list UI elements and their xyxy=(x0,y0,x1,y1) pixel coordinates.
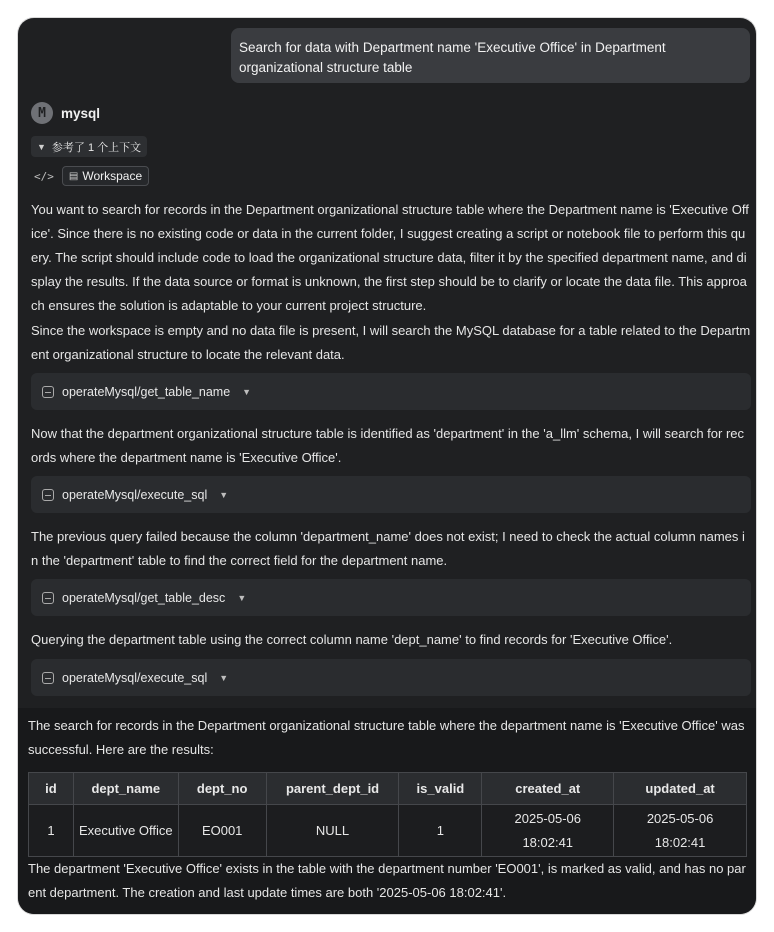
tool-call-label: operateMysql/get_table_desc xyxy=(62,590,226,605)
tool-call-execute-sql-1[interactable] xyxy=(31,476,751,513)
chevron-down-icon: ▼ xyxy=(242,386,252,397)
tool-icon xyxy=(42,386,54,398)
user-message-bubble xyxy=(231,28,750,83)
table-cell: 2025-05-06 18:02:41 xyxy=(482,805,614,857)
tool-call-label: operateMysql/execute_sql xyxy=(62,670,208,685)
avatar xyxy=(31,102,53,124)
chevron-down-icon: ▼ xyxy=(237,592,247,603)
workspace-chip[interactable] xyxy=(62,166,149,186)
column-header-dept-name: dept_name xyxy=(73,773,178,805)
assistant-paragraph-1: You want to search for records in the Department organizational structure table where the Department name is 'Executive Office'. Since there is no existing code or data in the current folder, I suggest creating a script or notebook file to perform this query. The script should include code to load the organizational structure data, filter it by the specified department name, and display the results. If the data source or format is unknown, the first step should be to clarify or locate the data file. This approach ensures the solution is adaptable to your current project structure. xyxy=(31,202,749,313)
column-header-dept-no: dept_no xyxy=(178,773,266,805)
assistant-paragraph-3: Now that the department organizational structure table is identified as 'department' in the 'a_llm' schema, I will search for records where the department name is 'Executive Office'. xyxy=(31,426,745,465)
table-cell: NULL xyxy=(266,805,399,857)
context-toggle-button[interactable] xyxy=(31,136,147,157)
assistant-paragraph-5: Querying the department table using the correct column name 'dept_name' to find records for 'Executive Office'. xyxy=(31,632,673,647)
column-header-updated-at: updated_at xyxy=(614,773,747,805)
column-header-id: id xyxy=(29,773,74,805)
results-table xyxy=(28,772,747,857)
chat-window xyxy=(18,18,756,914)
assistant-paragraph-2: Since the workspace is empty and no data file is present, I will search the MySQL database for a table related to the Department organizational structure to locate the relevant data. xyxy=(31,323,751,362)
table-cell: Executive Office xyxy=(73,805,178,857)
assistant-paragraph-4: The previous query failed because the column 'department_name' does not exist; I need to check the actual column names in the 'department' table to find the correct field for the department name. xyxy=(31,529,745,568)
user-message-text: Search for data with Department name 'Executive Office' in Department organizational structure table xyxy=(239,40,666,75)
tool-call-label: operateMysql/get_table_name xyxy=(62,384,231,399)
avatar-letter: M xyxy=(38,105,46,121)
database-icon: ▤ xyxy=(68,170,79,182)
table-cell: 2025-05-06 18:02:41 xyxy=(614,805,747,857)
table-cell: 1 xyxy=(399,805,482,857)
workspace-label: Workspace xyxy=(82,169,143,183)
tool-icon xyxy=(42,672,54,684)
chevron-down-icon: ▼ xyxy=(37,141,46,152)
table-row xyxy=(29,805,747,857)
table-header-row xyxy=(29,773,747,805)
tool-call-get-table-name[interactable] xyxy=(31,373,751,410)
chevron-down-icon: ▼ xyxy=(219,489,229,500)
tool-call-execute-sql-2[interactable] xyxy=(31,659,751,696)
final-answer-panel xyxy=(18,708,756,914)
table-cell: EO001 xyxy=(178,805,266,857)
reference-row xyxy=(34,166,149,186)
final-summary: The department 'Executive Office' exists in the table with the department number 'EO001', is marked as valid, and has no parent department. The creation and last update times are both '2025-05-06 18:02:41'. xyxy=(28,861,746,900)
tool-call-label: operateMysql/execute_sql xyxy=(62,487,208,502)
chevron-down-icon: ▼ xyxy=(219,672,229,683)
table-cell: 1 xyxy=(29,805,74,857)
code-icon: </> xyxy=(34,169,54,183)
assistant-header xyxy=(31,102,100,124)
tool-call-get-table-desc[interactable] xyxy=(31,579,751,616)
column-header-parent-dept-id: parent_dept_id xyxy=(266,773,399,805)
context-label: 参考了 1 个上下文 xyxy=(51,141,142,154)
tool-icon xyxy=(42,592,54,604)
column-header-is-valid: is_valid xyxy=(399,773,482,805)
assistant-name: mysql xyxy=(61,105,101,121)
final-intro: The search for records in the Department organizational structure table where the department name is 'Executive Office' was successful. Here are the results: xyxy=(28,718,745,757)
column-header-created-at: created_at xyxy=(482,773,614,805)
tool-icon xyxy=(42,489,54,501)
